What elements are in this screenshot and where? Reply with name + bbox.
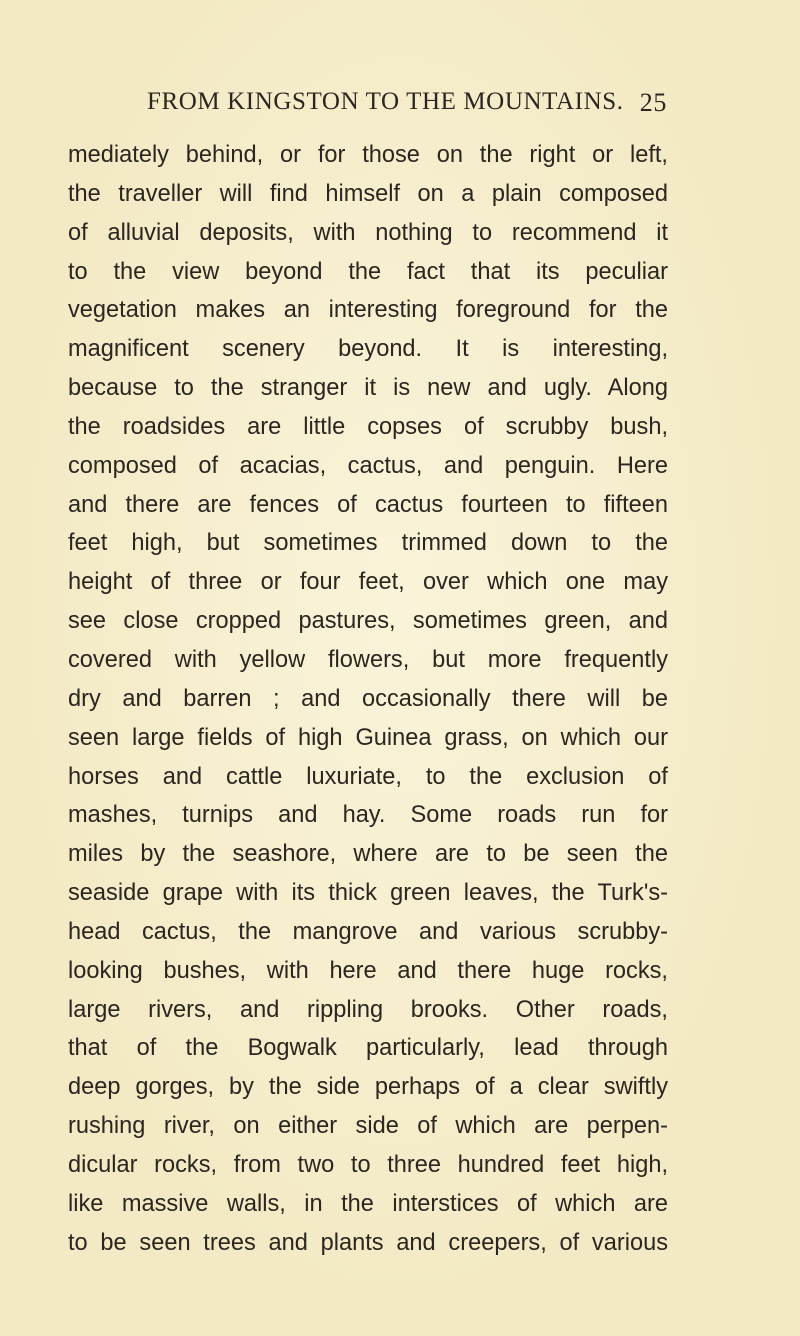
text-line: seen large fields of high Guinea grass, on which our	[68, 724, 668, 751]
text-line: composed of acacias, cactus, and penguin. Here	[68, 452, 668, 479]
text-line: miles by the seashore, where are to be seen the	[68, 841, 668, 868]
body-text	[68, 136, 668, 1262]
text-line: head cactus, the mangrove and various scrubby-	[68, 918, 668, 945]
text-line: looking bushes, with here and there huge rocks,	[68, 957, 668, 984]
text-line: magnificent scenery beyond. It is interesting,	[68, 336, 668, 363]
text-line: to be seen trees and plants and creepers, of various	[68, 1229, 668, 1256]
text-line: height of three or four feet, over which one may	[68, 569, 668, 596]
text-line: mediately behind, or for those on the right or left,	[68, 142, 668, 168]
text-line: like massive walls, in the interstices of which are	[68, 1190, 668, 1217]
text-line: dry and barren ; and occasionally there will be	[68, 685, 668, 712]
text-line: covered with yellow flowers, but more frequently	[68, 646, 668, 673]
text-line: of alluvial deposits, with nothing to recommend it	[68, 219, 668, 246]
running-head	[147, 88, 667, 124]
text-line: the roadsides are little copses of scrubby bush,	[68, 413, 668, 440]
page-number: 25	[639, 88, 667, 117]
text-line: large rivers, and rippling brooks. Other roads,	[68, 996, 668, 1023]
text-line: because to the stranger it is new and ugly. Along	[68, 375, 668, 402]
text-line: and there are fences of cactus fourteen to fifteen	[68, 491, 668, 518]
text-line: deep gorges, by the side perhaps of a clear swiftly	[68, 1074, 668, 1101]
text-line: that of the Bogwalk particularly, lead through	[68, 1035, 668, 1062]
text-line: see close cropped pastures, sometimes green, and	[68, 608, 668, 635]
text-line: to the view beyond the fact that its peculiar	[68, 258, 668, 285]
text-line: horses and cattle luxuriate, to the exclusion of	[68, 763, 668, 790]
text-line: mashes, turnips and hay. Some roads run for	[68, 802, 668, 829]
text-line: vegetation makes an interesting foreground for the	[68, 297, 668, 324]
text-line: the traveller will find himself on a plain composed	[68, 180, 668, 207]
text-line: feet high, but sometimes trimmed down to the	[68, 530, 668, 557]
text-line: seaside grape with its thick green leaves, the Turk's-	[68, 880, 668, 907]
text-line: rushing river, on either side of which are perpen-	[68, 1113, 668, 1140]
running-title: FROM KINGSTON TO THE MOUNTAINS.	[147, 88, 624, 115]
text-line: dicular rocks, from two to three hundred feet high,	[68, 1151, 668, 1178]
